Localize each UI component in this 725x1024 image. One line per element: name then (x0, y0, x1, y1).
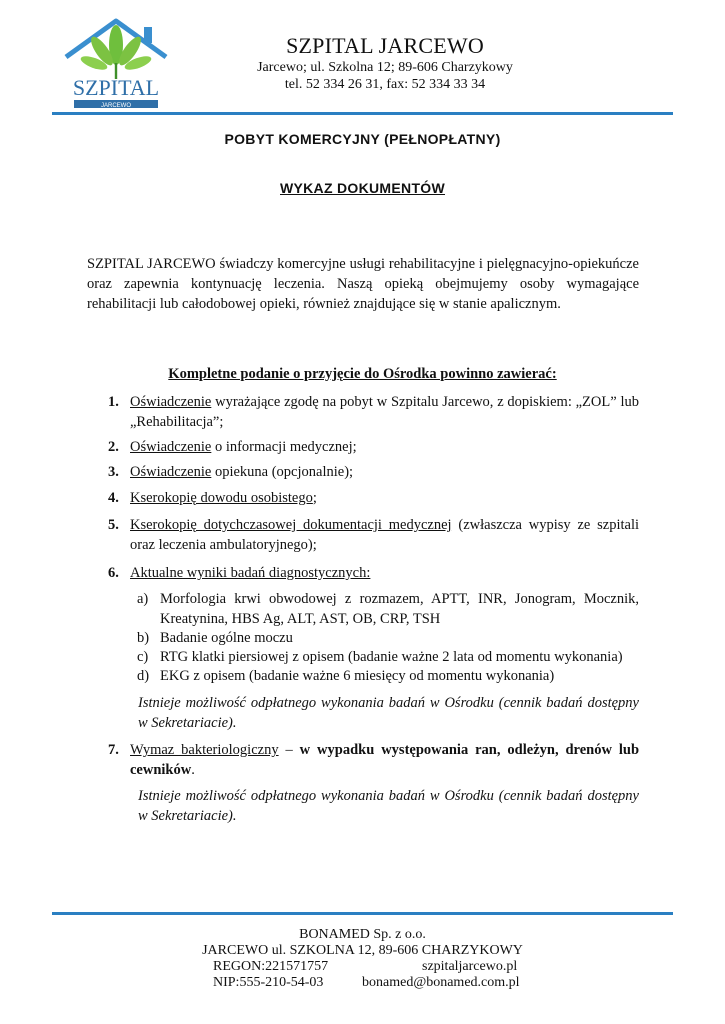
item-underlined: Wymaz bakteriologiczny (130, 742, 279, 758)
sub-item-text: Morfologia krwi obwodowej z rozmazem, APTT, INR, Jonogram, Mocznik, Kreatynina, HBS Ag, ALT, AST, OB, CRP, TSH (160, 591, 639, 627)
header-divider (52, 112, 673, 115)
list-item (108, 563, 639, 583)
hospital-address: Jarcewo; ul. Szkolna 12; 89-606 Charzykowy (257, 60, 513, 75)
sub-item-text: RTG klatki piersiowej z opisem (badanie ważne 2 lata od momentu wykonania) (160, 649, 623, 665)
item-text (130, 392, 639, 432)
item-text (130, 740, 639, 780)
sub-item-text: EKG z opisem (badanie ważne 6 miesięcy od momentu wykonania) (160, 668, 555, 684)
list-item (108, 488, 639, 508)
list-item (108, 462, 639, 482)
logo-subtext: JARCEWO (101, 103, 131, 109)
item-text (130, 462, 639, 482)
item-number: 3. (108, 464, 119, 480)
item-underlined: Oświadczenie (130, 394, 212, 410)
item-number: 1. (108, 394, 119, 410)
footer-divider (52, 912, 673, 915)
hospital-logo (60, 15, 172, 113)
item-rest: (zwłaszcza wypisy ze szpitali oraz leczenia ambulatoryjnego); (130, 517, 640, 553)
logo-wordmark: SZPITAL (72, 75, 160, 100)
sub-item-letter: d) (137, 668, 150, 684)
list-item (108, 437, 639, 457)
item-number: 2. (108, 439, 119, 455)
item-number: 5. (108, 517, 119, 533)
footer-website: szpitaljarcewo.pl (422, 959, 518, 974)
list-heading-text: Kompletne podanie o przyjęcie do Ośrodka powinno zawierać: (168, 366, 557, 382)
sub-list-item (137, 589, 639, 629)
item-rest: – (278, 742, 300, 758)
item-text (130, 437, 639, 457)
item-number: 4. (108, 490, 119, 506)
list-heading (0, 366, 725, 383)
footer-regon: REGON:221571757 (213, 959, 329, 974)
list-item (108, 515, 639, 555)
swab-note: Istnieje możliwość odpłatnego wykonania badań w Ośrodku (cennik badań dostępny w Sekretariacie). (138, 788, 639, 824)
house-chestnut-leaf-icon (60, 15, 172, 113)
item-tail: . (191, 762, 195, 778)
sub-list-item (137, 647, 639, 667)
item-number: 6. (108, 565, 119, 581)
footer-email: bonamed@bonamed.com.pl (362, 975, 520, 990)
item-underlined: Aktualne wyniki badań diagnostycznych: (130, 565, 371, 581)
sub-list-item (137, 666, 639, 686)
list-item (108, 740, 639, 780)
intro-paragraph: SZPITAL JARCEWO świadczy komercyjne usługi rehabilitacyjne i pielęgnacyjno-opiekuńcze oraz zapewnia kontynuację leczenia. Naszą opieką obejmujemy osoby wymagające rehabilitacji lub całodobowej opieki, również znajdujące się w stanie apalicznym. (87, 256, 639, 312)
document-subtitle-text: WYKAZ DOKUMENTÓW (280, 180, 445, 196)
item-text (130, 563, 639, 583)
item-underlined: Oświadczenie (130, 464, 212, 480)
item-text (130, 488, 639, 508)
list-item (108, 392, 639, 432)
footer-address: JARCEWO ul. SZKOLNA 12, 89-606 CHARZYKOWY (202, 943, 523, 958)
document-title: POBYT KOMERCYJNY (PEŁNOPŁATNY) (224, 131, 501, 147)
item-rest: o informacji medycznej; (211, 439, 357, 455)
sub-item-text: Badanie ogólne moczu (160, 630, 293, 646)
item-number: 7. (108, 742, 119, 758)
item-text (130, 515, 639, 555)
sub-item-letter: a) (137, 591, 149, 607)
item-underlined: Kserokopię dowodu osobistego (130, 490, 313, 506)
hospital-phone: tel. 52 334 26 31, fax: 52 334 33 34 (284, 77, 486, 92)
sub-item-letter: c) (137, 649, 149, 665)
item-rest: opiekuna (opcjonalnie); (211, 464, 354, 480)
item-bold: w wypadku występowania ran, odleżyn, drenów lub cewników (130, 742, 640, 778)
document-subtitle (0, 180, 725, 196)
item-rest: ; (312, 490, 317, 506)
item-underlined: Kserokopię dotychczasowej dokumentacji medycznej (130, 517, 452, 533)
sub-list-item (137, 628, 639, 648)
item-underlined: Oświadczenie (130, 439, 212, 455)
item-rest: wyrażające zgodę na pobyt w Szpitalu Jarcewo, z dopiskiem: „ZOL” lub „Rehabilitacja”; (130, 394, 639, 430)
sub-item-letter: b) (137, 630, 150, 646)
lab-tests-note: Istnieje możliwość odpłatnego wykonania badań w Ośrodku (cennik badań dostępny w Sekretariacie). (138, 695, 639, 731)
footer-company: BONAMED Sp. z o.o. (299, 927, 426, 942)
footer-nip: NIP:555-210-54-03 (213, 975, 324, 990)
hospital-name: SZPITAL JARCEWO (286, 33, 484, 58)
